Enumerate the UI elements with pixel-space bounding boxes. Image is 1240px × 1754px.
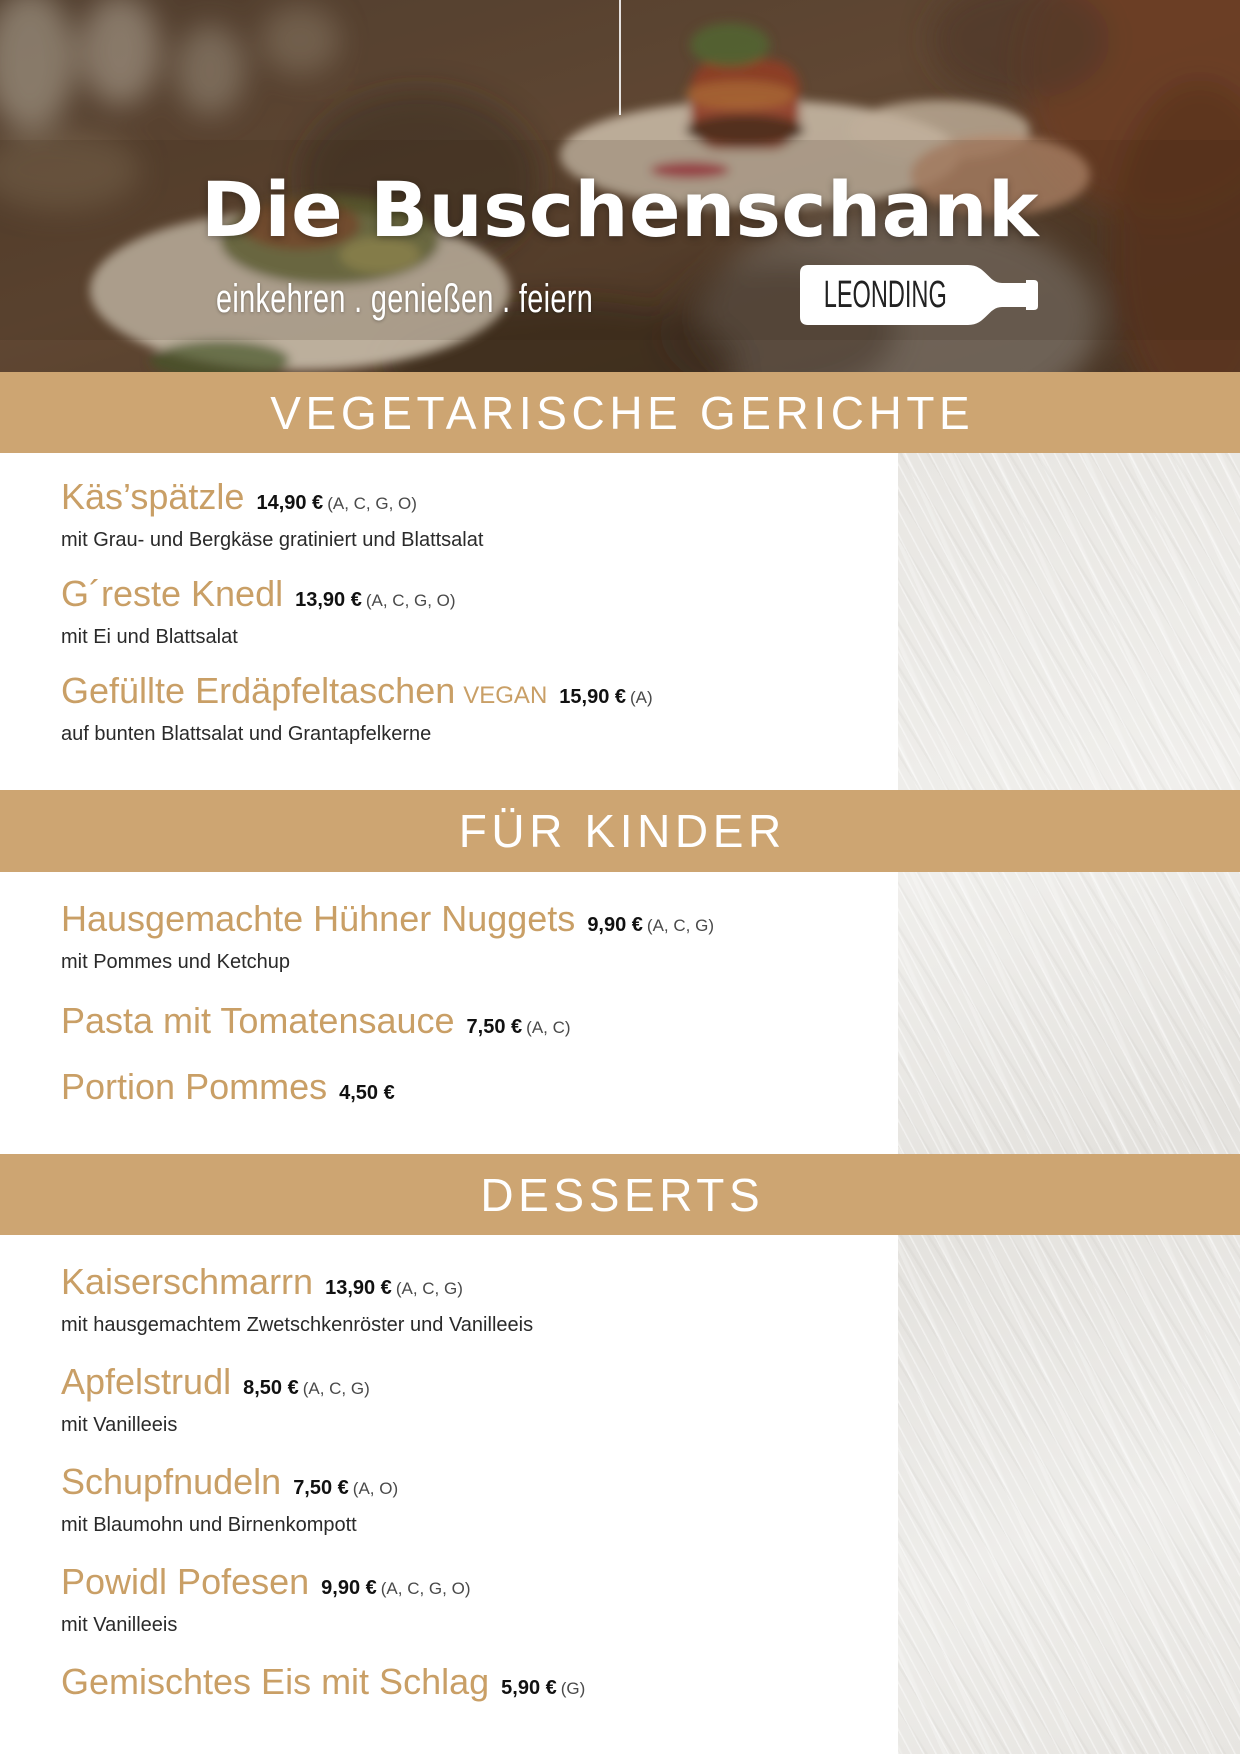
allergen-codes: (A): [630, 688, 653, 707]
dish-price: 13,90 €: [295, 589, 362, 611]
item-header: [61, 671, 898, 711]
dish-name: Kaiserschmarrn: [61, 1261, 314, 1302]
header: [0, 0, 1240, 372]
dish-name: Apfelstrudl: [61, 1361, 232, 1402]
dish-name: Gemischtes Eis mit Schlag: [61, 1661, 490, 1702]
item-header: [61, 1067, 898, 1107]
dish-name: Portion Pommes: [61, 1066, 328, 1107]
item-header: [61, 574, 898, 614]
allergen-codes: (A, C, G, O): [380, 1579, 471, 1598]
divider-line: [619, 0, 621, 115]
tagline: einkehren . genießen . feiern: [216, 277, 594, 321]
dish-price: 15,90 €: [559, 686, 627, 708]
item-header: [61, 899, 898, 939]
location-label: LEONDING: [823, 274, 947, 316]
dish-description: auf bunten Blattsalat und Grantapfelkerne: [61, 723, 432, 745]
dish-description: mit Pommes und Ketchup: [61, 951, 290, 973]
marble-panel: [898, 453, 1240, 1754]
dish-price: 9,90 €: [321, 1577, 377, 1599]
menu-item: [61, 1262, 898, 1338]
allergen-codes: (A, C, G): [395, 1279, 463, 1298]
dish-price: 9,90 €: [587, 914, 643, 936]
dish-name: Hausgemachte Hühner Nuggets: [61, 898, 576, 939]
section-kids: [0, 872, 898, 1154]
menu-item: [61, 899, 898, 975]
dish-name: Powidl Pofesen: [61, 1561, 310, 1602]
badge-label-wrap: [798, 263, 972, 327]
section-heading: DESSERTS: [480, 1168, 765, 1221]
allergen-codes: (A, C, G): [646, 916, 714, 935]
section-band-desserts: [0, 1154, 1240, 1235]
menu-item: [61, 1001, 898, 1041]
vegan-tag: VEGAN: [463, 682, 548, 709]
dish-name: Käs’spätzle: [61, 476, 245, 517]
menu-item: [61, 1662, 898, 1702]
section-band-vegetarian: [0, 372, 1240, 453]
section-desserts: [0, 1235, 898, 1754]
item-header: [61, 1262, 898, 1302]
menu-item: [61, 574, 898, 650]
allergen-codes: (A, C, G, O): [365, 591, 456, 610]
section-vegetarian: [0, 453, 898, 790]
item-header: [61, 1662, 898, 1702]
dish-description: mit hausgemachtem Zwetschkenröster und Vanilleeis: [61, 1314, 534, 1336]
dish-description: mit Grau- und Bergkäse gratiniert und Blattsalat: [61, 529, 484, 551]
dish-price: 8,50 €: [243, 1377, 299, 1399]
dish-description: mit Ei und Blattsalat: [61, 626, 238, 648]
menu-item: [61, 1362, 898, 1438]
dish-description: mit Vanilleeis: [61, 1614, 178, 1636]
dish-description: mit Blaumohn und Birnenkompott: [61, 1514, 357, 1536]
menu-item: [61, 477, 898, 553]
dish-name: Pasta mit Tomatensauce: [61, 1000, 455, 1041]
dish-name: G´reste Knedl: [61, 573, 284, 614]
dish-name: Gefüllte Erdäpfeltaschen: [61, 670, 456, 711]
restaurant-title: Die Buschenschank: [200, 165, 1040, 254]
allergen-codes: (A, C, G, O): [327, 494, 417, 513]
dish-price: 13,90 €: [325, 1277, 392, 1299]
dish-price: 5,90 €: [501, 1677, 557, 1699]
item-header: [61, 1001, 898, 1041]
item-header: [61, 1362, 898, 1402]
section-heading: FÜR KINDER: [458, 805, 786, 857]
menu-item: [61, 671, 898, 747]
item-header: [61, 477, 898, 517]
item-header: [61, 1462, 898, 1502]
allergen-codes: (A, C, G): [302, 1379, 370, 1398]
location-badge: [798, 263, 1040, 327]
dish-price: 4,50 €: [339, 1082, 395, 1104]
allergen-codes: (G): [560, 1679, 586, 1698]
section-band-kids: [0, 790, 1240, 872]
section-heading: VEGETARISCHE GERICHTE: [270, 386, 975, 439]
dish-price: 7,50 €: [293, 1477, 349, 1499]
menu-item: [61, 1067, 898, 1107]
dish-price: 7,50 €: [466, 1016, 523, 1038]
dish-description: mit Vanilleeis: [61, 1414, 178, 1436]
dish-price: 14,90 €: [256, 492, 324, 514]
item-header: [61, 1562, 898, 1602]
dish-name: Schupfnudeln: [61, 1461, 282, 1502]
allergen-codes: (A, O): [352, 1479, 399, 1498]
menu-item: [61, 1462, 898, 1538]
allergen-codes: (A, C): [526, 1018, 571, 1037]
menu-item: [61, 1562, 898, 1638]
